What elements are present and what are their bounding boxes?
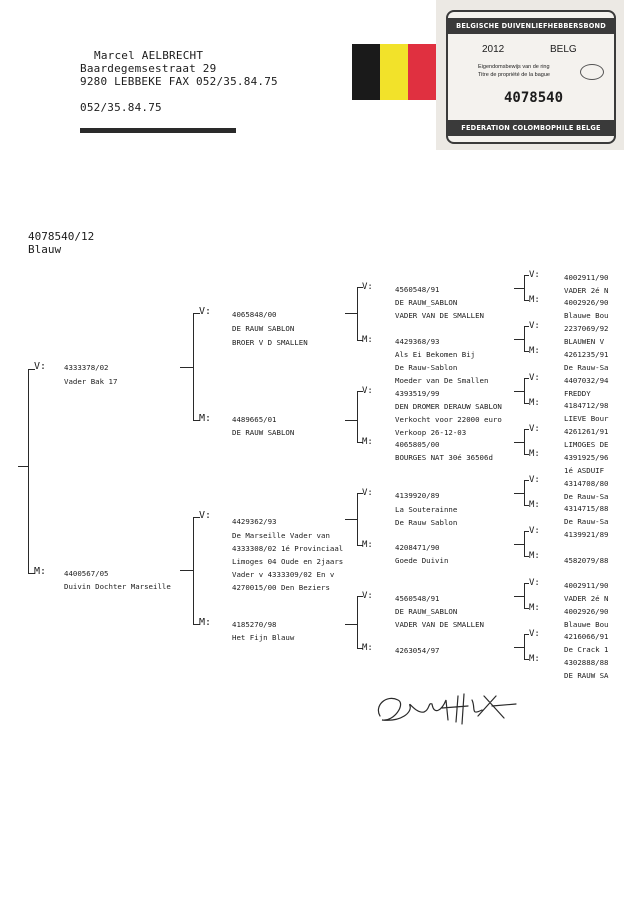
gen4-c-ring: 2237069/92 (564, 324, 609, 333)
gen3-dss-line2: De Rauw Sablon (395, 518, 458, 527)
sire-name: Vader Bak 17 (64, 377, 118, 386)
gen3-dsd-line1: Goede Duivin (395, 556, 449, 565)
belgian-flag (352, 44, 436, 100)
gen4-n-label: M: (529, 603, 540, 613)
gen3-ssd-line3: Moeder van De Smallen (395, 376, 489, 385)
gen3-sds-label: V: (362, 386, 373, 396)
gen4-e-ring: 4407032/94 (564, 376, 609, 385)
gen4-m-name: VADER 2é N (564, 594, 609, 603)
gen3-dds-line2: VADER VAN DE SMALLEN (395, 620, 484, 629)
header-underline (80, 128, 236, 133)
gen2-ds-ring: 4429362/93 (232, 517, 277, 526)
pigeon-ring-number: 4078540/12 (28, 230, 95, 243)
gen4-f-label: M: (529, 398, 540, 408)
gen3-ssd-line2: De Rauw-Sablon (395, 363, 458, 372)
stamp-line1: Eigendomsbewijs van de ring (478, 64, 550, 70)
dam-ring: 4400567/05 (64, 569, 109, 578)
gen1-bracket (28, 369, 29, 573)
gen4-h-label: M: (529, 449, 540, 459)
gen4-a-ring: 4002911/90 (564, 273, 609, 282)
gen4-o-label: V: (529, 629, 540, 639)
stamp-year: 2012 (482, 44, 505, 55)
gen4-bracket-1 (524, 275, 525, 301)
gen3-ddd-label: M: (362, 643, 373, 653)
gen3-sss-label: V: (362, 282, 373, 292)
gen3-dds-ring: 4560548/91 (395, 594, 440, 603)
gen3-sdd-line1: BOURGES NAT 30é 36506d (395, 453, 493, 462)
handwritten-signature (372, 686, 522, 732)
gen4-k-ring: 4139921/89 (564, 530, 609, 539)
sire-label: V: (34, 361, 47, 372)
gen4-c-label: V: (529, 321, 540, 331)
gen4-b7-stem (514, 596, 524, 597)
gen4-i-name: De Rauw-Sa (564, 492, 609, 501)
gen3-sss-ring: 4560548/91 (395, 285, 440, 294)
gen4-b5-stem (514, 493, 524, 494)
gen3-ssd-label: M: (362, 335, 373, 345)
gen4-f-name: LIEVE Bour (564, 414, 609, 423)
pigeon-color: Blauw (28, 243, 62, 256)
gen4-b3-stem (514, 391, 524, 392)
gen4-j-label: M: (529, 500, 540, 510)
gen3-sss-line2: VADER VAN DE SMALLEN (395, 311, 484, 320)
gen2-sd-ring: 4489665/01 (232, 415, 277, 424)
gen2-dam-bracket (193, 517, 194, 625)
gen4-b-name: Blauwe Bou (564, 311, 609, 320)
gen4-f-ring: 4184712/98 (564, 401, 609, 410)
gen3-dsd-ring: 4208471/90 (395, 543, 440, 552)
breeder-city: 9280 LEBBEKE FAX 052/35.84.75 (80, 75, 278, 88)
stamp-top-band: BELGISCHE DUIVENLIEFHEBBERSBOND (448, 18, 614, 34)
gen2-sd-line1: DE RAUW SABLON (232, 428, 295, 437)
flag-red-stripe (408, 44, 436, 100)
gen4-g-label: V: (529, 424, 540, 434)
breeder-name: Marcel AELBRECHT (94, 49, 204, 62)
gen2-ds-line3: Limoges 04 Oude en 2jaars (232, 557, 344, 566)
gen4-i-ring: 4314708/80 (564, 479, 609, 488)
gen4-c-name: BLAUWEN V (564, 337, 605, 346)
gen4-m-ring: 4002911/90 (564, 581, 609, 590)
gen4-bracket-6 (524, 531, 525, 557)
gen3-ddd-ring: 4263054/97 (395, 646, 440, 655)
stamp-bottom-band: FEDERATION COLOMBOPHILE BELGE (448, 120, 614, 136)
gen2-ss-label: V: (199, 306, 212, 317)
gen3-dds-label: V: (362, 591, 373, 601)
gen3-bracket-1 (357, 287, 358, 341)
gen4-e-label: V: (529, 373, 540, 383)
gen2-dam-stem (180, 570, 193, 571)
gen4-g-name: LIMOGES DE (564, 440, 609, 449)
dam-label: M: (34, 566, 47, 577)
gen2-ss-line2: BROER V D SMALLEN (232, 338, 308, 347)
gen3-ssd-ring: 4429368/93 (395, 337, 440, 346)
gen3-dss-label: V: (362, 488, 373, 498)
gen4-i-label: V: (529, 475, 540, 485)
gen4-bracket-4 (524, 429, 525, 455)
gen3-dsd-label: M: (362, 540, 373, 550)
gen4-o-name: De Crack 1 (564, 645, 609, 654)
gen2-ss-line1: DE RAUW SABLON (232, 324, 295, 333)
gen3-bracket-4 (357, 596, 358, 649)
gen4-l-ring: 4582079/88 (564, 556, 609, 565)
gen3-sds-line3: Verkoop 26-12-03 (395, 428, 467, 437)
gen4-b1-stem (514, 288, 524, 289)
gen2-ds-label: V: (199, 510, 212, 521)
gen4-bracket-7 (524, 583, 525, 609)
gen4-o-ring: 4216066/91 (564, 632, 609, 641)
gen4-b2-stem (514, 339, 524, 340)
gen4-b-label: M: (529, 295, 540, 305)
gen2-sire-bracket (193, 313, 194, 421)
gen2-ss-ring: 4065848/00 (232, 310, 277, 319)
gen4-p-name: DE RAUW SA (564, 671, 609, 680)
ring-emblem-icon (580, 64, 604, 80)
sire-ring: 4333378/02 (64, 363, 109, 372)
gen4-bracket-3 (524, 378, 525, 404)
gen4-h-name: 1é ASDUIF (564, 466, 605, 475)
gen2-ds-line4: Vader v 4333309/02 En v (232, 570, 335, 579)
gen4-bracket-5 (524, 480, 525, 506)
gen2-sire-stem (180, 367, 193, 368)
gen3-dss-ring: 4139920/89 (395, 491, 440, 500)
gen3-dss-line1: La Souterainne (395, 505, 458, 514)
gen4-n-ring: 4002926/90 (564, 607, 609, 616)
gen2-ds-line2: 4333308/02 1é Provinciaal (232, 544, 344, 553)
stamp-country: BELG (550, 44, 577, 55)
stamp-line2: Titre de propriété de la bague (478, 72, 550, 78)
gen4-n-name: Blauwe Bou (564, 620, 609, 629)
gen4-b4-stem (514, 442, 524, 443)
gen1-stem (18, 466, 29, 467)
gen4-g-ring: 4261261/91 (564, 427, 609, 436)
gen4-p-ring: 4302888/88 (564, 658, 609, 667)
gen2-dd-ring: 4185270/98 (232, 620, 277, 629)
gen4-d-label: M: (529, 346, 540, 356)
gen4-h-ring: 4391925/96 (564, 453, 609, 462)
gen4-m-label: V: (529, 578, 540, 588)
gen4-bracket-8 (524, 634, 525, 660)
gen4-k-label: V: (529, 526, 540, 536)
gen3-sdd-label: M: (362, 437, 373, 447)
gen2-ds-line1: De Marseille Vader van (232, 531, 330, 540)
gen4-a-name: VADER 2é N (564, 286, 609, 295)
gen3-dds-line1: DE RAUW_SABLON (395, 607, 458, 616)
gen4-d-name: De Rauw-Sa (564, 363, 609, 372)
gen3-sss-line1: DE RAUW_SABLON (395, 298, 458, 307)
flag-black-stripe (352, 44, 380, 100)
gen4-p-label: M: (529, 654, 540, 664)
gen2-dd-label: M: (199, 617, 212, 628)
gen2-sd-label: M: (199, 413, 212, 424)
gen4-j-name: De Rauw-Sa (564, 517, 609, 526)
flag-yellow-stripe (380, 44, 408, 100)
dam-name: Duivin Dochter Marseille (64, 582, 171, 591)
gen3-bracket-2 (357, 391, 358, 443)
gen3-b4-stem (345, 624, 357, 625)
gen3-bracket-3 (357, 493, 358, 546)
gen4-a-label: V: (529, 270, 540, 280)
ring-certificate-stamp (436, 0, 624, 150)
gen4-d-ring: 4261235/91 (564, 350, 609, 359)
breeder-phone: 052/35.84.75 (80, 101, 162, 114)
gen3-sds-line1: DEN DROMER DERAUW SABLON (395, 402, 502, 411)
gen4-b6-stem (514, 544, 524, 545)
gen4-e-name: FREDDY (564, 389, 591, 398)
gen4-j-ring: 4314715/88 (564, 504, 609, 513)
stamp-ring-number: 4078540 (504, 90, 564, 106)
gen3-ssd-line1: Als Ei Bekomen Bij (395, 350, 476, 359)
gen3-sds-line2: Verkocht voor 22000 euro (395, 415, 502, 424)
gen3-sdd-ring: 4065805/00 (395, 440, 440, 449)
gen3-b3-stem (345, 519, 357, 520)
breeder-street: Baardegemsestraat 29 (80, 62, 217, 75)
gen4-l-label: M: (529, 551, 540, 561)
gen2-ds-line5: 4270015/00 Den Beziers (232, 583, 330, 592)
gen4-bracket-2 (524, 326, 525, 352)
gen2-dd-line1: Het Fijn Blauw (232, 633, 295, 642)
gen3-b2-stem (345, 420, 357, 421)
gen3-sds-ring: 4393519/99 (395, 389, 440, 398)
gen3-b1-stem (345, 313, 357, 314)
gen4-b8-stem (514, 647, 524, 648)
gen4-b-ring: 4002926/90 (564, 298, 609, 307)
